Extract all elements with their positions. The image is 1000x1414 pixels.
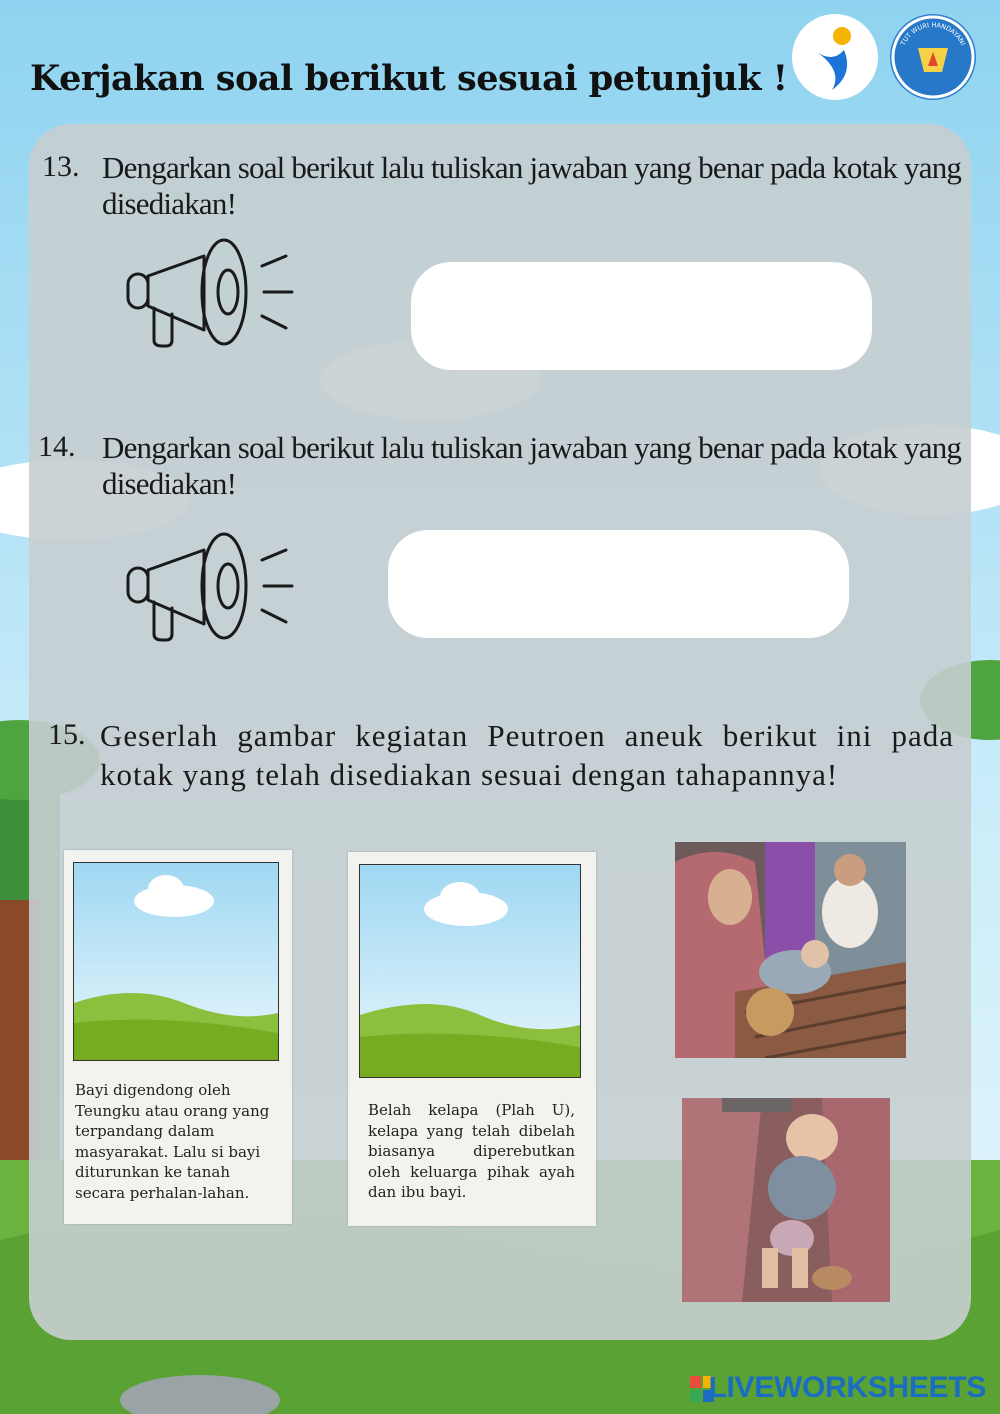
card-1-caption: Bayi digendong oleh Teungku atau orang yang terpandang dalam masyarakat. Lalu si bayi diturunkan ke tanah secara perhalan-lahan.	[75, 1081, 270, 1202]
card-2-caption: Belah kelapa (Plah U), kelapa yang telah dibelah biasanya diperebutkan oleh keluarga pihak ayah dan ibu bayi.	[368, 1101, 575, 1201]
landscape-placeholder-image	[74, 863, 278, 1060]
drop-target-2[interactable]	[359, 864, 581, 1078]
person-logo-icon	[792, 14, 878, 100]
answer-box-14[interactable]	[388, 530, 849, 638]
answer-box-13[interactable]	[411, 262, 872, 370]
emblem-motto-lettering	[890, 14, 976, 100]
question-13-number: 13.	[42, 150, 80, 183]
photo-woman-holding-baby-and-coconut	[675, 842, 906, 1058]
logo-right	[890, 14, 976, 100]
question-14-text: Dengarkan soal berikut lalu tuliskan jawaban yang benar pada kotak yang disediakan!	[102, 430, 962, 501]
megaphone-icon[interactable]	[124, 236, 299, 356]
draggable-photo-2[interactable]	[682, 1098, 890, 1302]
liveworksheets-brand: LIVEWORKSHEETS	[708, 1371, 986, 1404]
logo-left	[792, 14, 878, 100]
question-15-number: 15.	[48, 718, 86, 751]
drop-card-2[interactable]	[348, 852, 596, 1226]
svg-text:TUT WURI HANDAYANI: TUT WURI HANDAYANI	[899, 20, 967, 47]
landscape-placeholder-image	[360, 865, 580, 1077]
question-13-text: Dengarkan soal berikut lalu tuliskan jawaban yang benar pada kotak yang disediakan!	[102, 150, 962, 221]
draggable-photo-1[interactable]	[675, 842, 906, 1058]
question-15-text: Geserlah gambar kegiatan Peutroen aneuk berikut ini pada kotak yang telah disediakan sesuai dengan tahapannya!	[100, 718, 954, 792]
question-14-number: 14.	[38, 430, 76, 463]
drop-target-1[interactable]	[73, 862, 279, 1061]
photo-baby-lowered-to-ground	[682, 1098, 890, 1302]
page-title: Kerjakan soal berikut sesuai petunjuk !	[30, 58, 788, 99]
megaphone-icon[interactable]	[124, 530, 299, 650]
drop-card-1[interactable]	[64, 850, 292, 1224]
